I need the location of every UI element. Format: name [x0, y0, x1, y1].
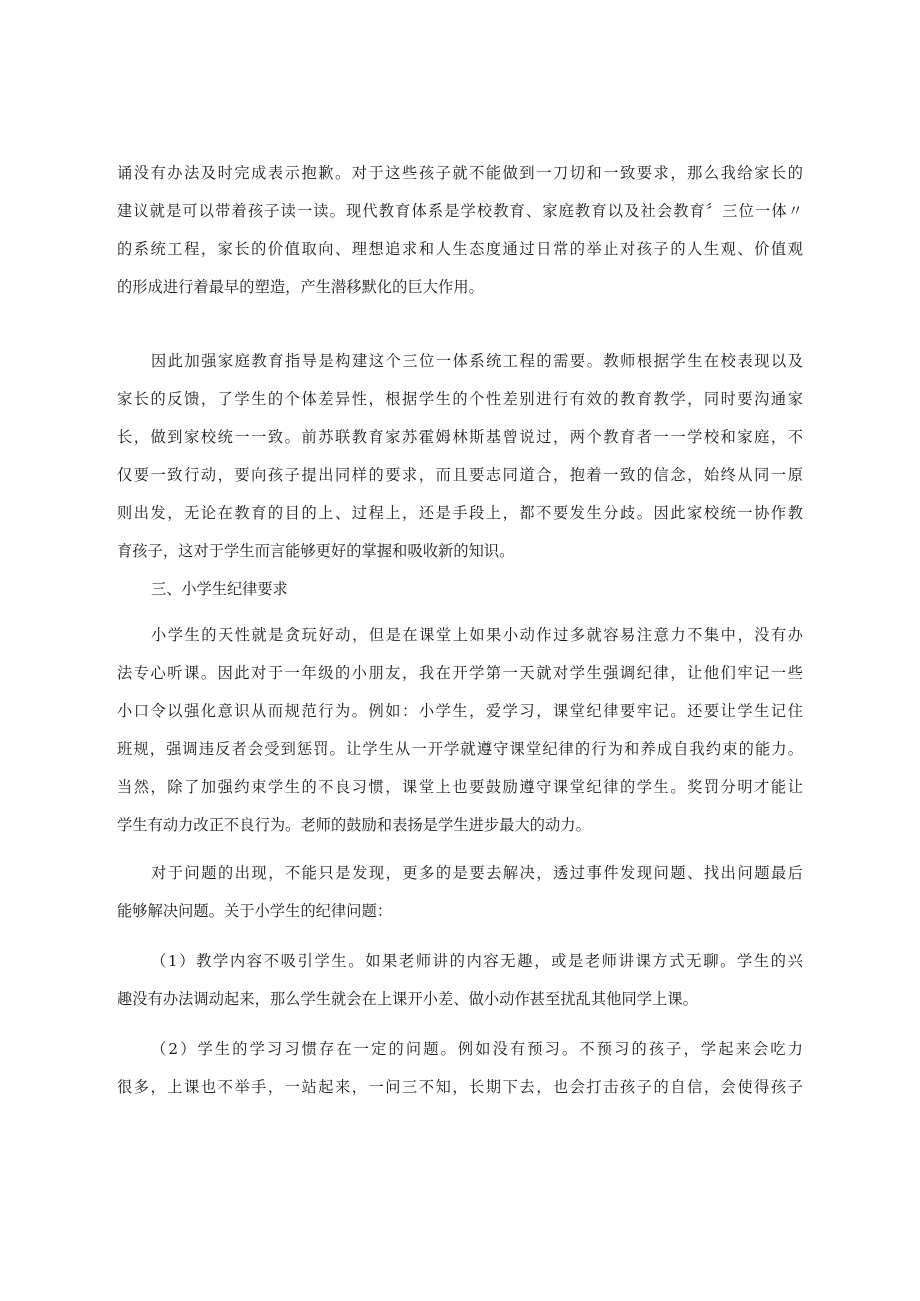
- paragraph-2-line-1: 因此加强家庭教育指导是构建这个三位一体系统工程的需要。教师根据学生在校表现以及: [151, 352, 803, 370]
- paragraph-2-line-3: 长，做到家校统一一致。前苏联教育家苏霍姆林斯基曾说过，两个教育者一一学校和家庭，不: [117, 428, 803, 446]
- paragraph-3-line-2: 法专心听课。因此对于一年级的小朋友，我在开学第一天就对学生强调纪律，让他们牢记一些: [117, 664, 803, 682]
- paragraph-1-line-3: 的系统工程，家长的价值取向、理想追求和人生态度通过日常的举止对孩子的人生观、价值观: [117, 240, 803, 258]
- paragraph-6-line-2: 很多，上课也不举手，一站起来，一问三不知，长期下去，也会打击孩子的自信，会使得孩子: [117, 1078, 803, 1096]
- paragraph-2-line-5: 则出发，无论在教育的目的上、过程上，还是手段上，都不要发生分歧。因此家校统一协作教: [117, 504, 803, 522]
- paragraph-2-line-2: 家长的反馈，了学生的个体差异性，根据学生的个性差别进行有效的教育教学，同时要沟通家: [117, 390, 803, 408]
- paragraph-2-line-6: 育孩子，这对于学生而言能够更好的掌握和吸收新的知识。: [117, 542, 515, 560]
- paragraph-3-line-3: 小口令以强化意识从而规范行为。例如：小学生，爱学习，课堂纪律要牢记。还要让学生记住: [117, 702, 803, 720]
- paragraph-4-line-1: 对于问题的出现，不能只是发现，更多的是要去解决，透过事件发现问题、找出问题最后: [151, 864, 803, 882]
- paragraph-3-line-5: 当然，除了加强约束学生的不良习惯，课堂上也要鼓励遵守课堂纪律的学生。奖罚分明才能让: [117, 778, 803, 796]
- paragraph-5-line-2: 趣没有办法调动起来，那么学生就会在上课开小差、做小动作甚至扰乱其他同学上课。: [117, 990, 698, 1008]
- paragraph-1-line-4: 的形成进行着最早的塑造，产生潜移默化的巨大作用。: [117, 278, 484, 296]
- paragraph-3-line-1: 小学生的天性就是贪玩好动，但是在课堂上如果小动作过多就容易注意力不集中，没有办: [151, 626, 803, 644]
- paragraph-2-line-4: 仅要一致行动，要向孩子提出同样的要求，而且要志同道合，抱着一致的信念，始终从同一原: [117, 466, 803, 484]
- paragraph-1-line-2: 建议就是可以带着孩子读一读。现代教育体系是学校教育、家庭教育以及社会教育〞三位一体〃: [117, 202, 803, 220]
- section-heading: 三、小学生纪律要求: [151, 580, 288, 598]
- paragraph-3-line-6: 学生有动力改正不良行为。老师的鼓励和表扬是学生进步最大的动力。: [117, 816, 591, 834]
- paragraph-1-line-1: 诵没有办法及时完成表示抱歉。对于这些孩子就不能做到一刀切和一致要求，那么我给家长的: [117, 164, 803, 182]
- paragraph-3-line-4: 班规，强调违反者会受到惩罚。让学生从一开学就遵守课堂纪律的行为和养成自我约束的能力。: [117, 740, 803, 758]
- paragraph-5-line-1: （1）教学内容不吸引学生。如果老师讲的内容无趣，或是老师讲课方式无聊。学生的兴: [151, 952, 803, 970]
- paragraph-4-line-2: 能够解决问题。关于小学生的纪律问题：: [117, 902, 393, 920]
- paragraph-6-line-1: （2）学生的学习习惯存在一定的问题。例如没有预习。不预习的孩子，学起来会吃力: [151, 1040, 803, 1058]
